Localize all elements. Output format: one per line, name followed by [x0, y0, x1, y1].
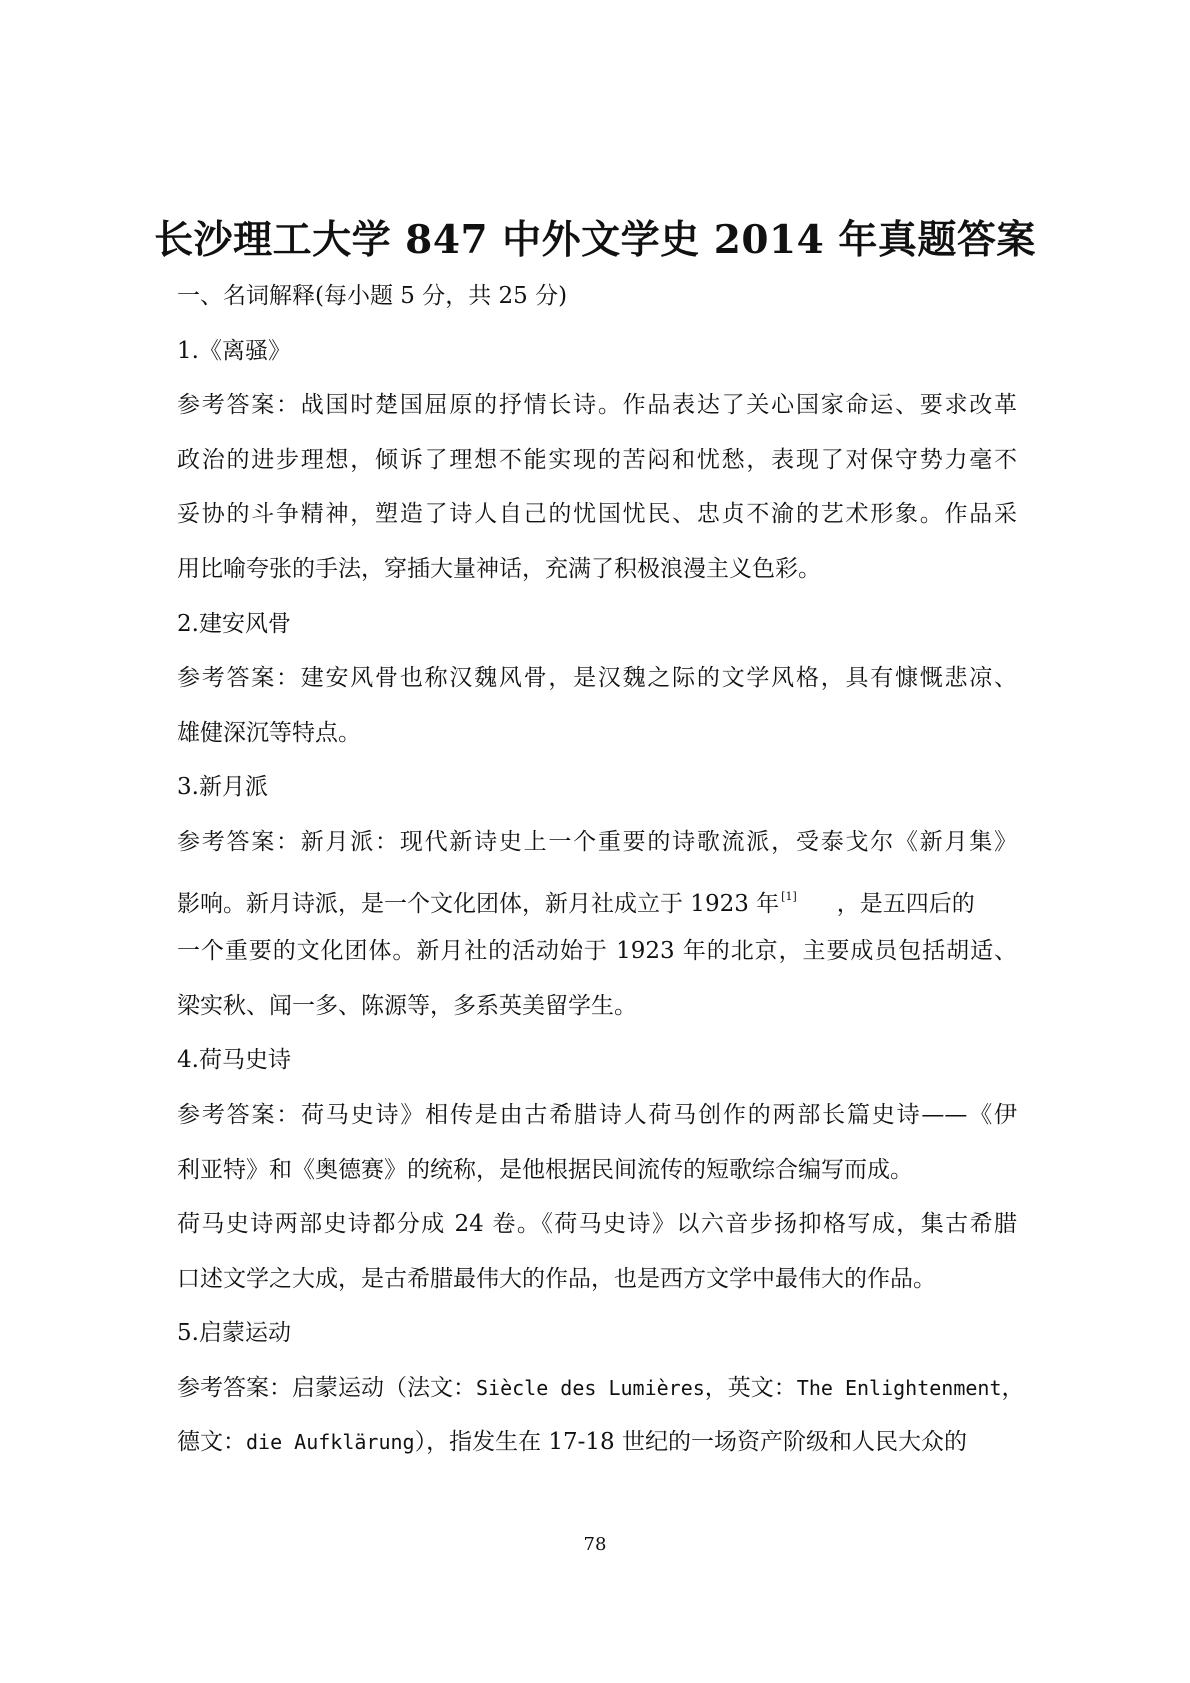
answer-line: 荷马史诗两部史诗都分成 24 卷。《荷马史诗》以六音步扬抑格写成，集古希腊	[177, 1211, 1017, 1238]
answer-line: 雄健深沉等特点。	[177, 719, 361, 746]
term-heading: 1.《离骚》	[177, 337, 291, 364]
answer-line: 政治的进步理想，倾诉了理想不能实现的苦闷和忧愁，表现了对保守势力毫不	[177, 446, 1017, 473]
answer-line: 用比喻夸张的手法，穿插大量神话，充满了积极浪漫主义色彩。	[177, 555, 821, 582]
answer-text: ，	[1001, 1374, 1025, 1401]
answer-text: 影响。新月诗派，是一个文化团体，新月社成立于 1923 年	[177, 890, 780, 917]
answer-line: 参考答案：新月派：现代新诗史上一个重要的诗歌流派，受泰戈尔《新月集》	[177, 828, 1017, 855]
answer-line: 参考答案：战国时楚国屈原的抒情长诗。作品表达了关心国家命运、要求改革	[177, 392, 1017, 419]
answer-text: ，是五四后的	[836, 890, 975, 917]
answer-text: 德文：	[177, 1429, 246, 1456]
answer-text: ，英文：	[704, 1374, 797, 1401]
document-title: 长沙理工大学 847 中外文学史 2014 年真题答案	[154, 217, 1036, 263]
french-term: Siècle des Lumières	[476, 1375, 705, 1400]
answer-line: 妥协的斗争精神，塑造了诗人自己的忧国忧民、忠贞不渝的艺术形象。作品采	[177, 501, 1017, 528]
answer-line-with-citation	[177, 870, 1017, 925]
answer-line: 梁实秋、闻一多、陈源等，多系英美留学生。	[177, 992, 637, 1019]
german-term: die Aufklärung	[246, 1430, 415, 1455]
answer-line-multilingual	[177, 1415, 1017, 1470]
answer-text: ），指发生在 17-18 世纪的一场资产阶级和人民大众的	[414, 1429, 968, 1456]
term-heading: 3.新月派	[177, 774, 268, 801]
term-heading: 5.启蒙运动	[177, 1320, 291, 1347]
answer-line: 一个重要的文化团体。新月社的活动始于 1923 年的北京，主要成员包括胡适、	[177, 938, 1017, 965]
answer-line: 参考答案：建安风骨也称汉魏风骨，是汉魏之际的文学风格，具有慷慨悲凉、	[177, 665, 1017, 692]
answer-line: 利亚特》和《奥德赛》的统称，是他根据民间流传的短歌综合编写而成。	[177, 1156, 913, 1183]
answer-text: 参考答案：启蒙运动（法文：	[177, 1374, 476, 1401]
document-body	[177, 269, 1025, 1470]
term-heading: 2.建安风骨	[177, 610, 291, 637]
answer-line-multilingual	[177, 1361, 1025, 1416]
section-heading: 一、名词解释(每小题 5 分，共 25 分)	[177, 283, 568, 309]
answer-line: 口述文学之大成，是古希腊最伟大的作品，也是西方文学中最伟大的作品。	[177, 1265, 936, 1292]
citation-marker: [1]	[781, 889, 797, 903]
english-term: The Enlightenment	[796, 1375, 1002, 1400]
answer-line: 参考答案：荷马史诗》相传是由古希腊诗人荷马创作的两部长篇史诗——《伊	[177, 1101, 1017, 1128]
page-number: 78	[583, 1534, 607, 1555]
term-heading: 4.荷马史诗	[177, 1047, 291, 1074]
